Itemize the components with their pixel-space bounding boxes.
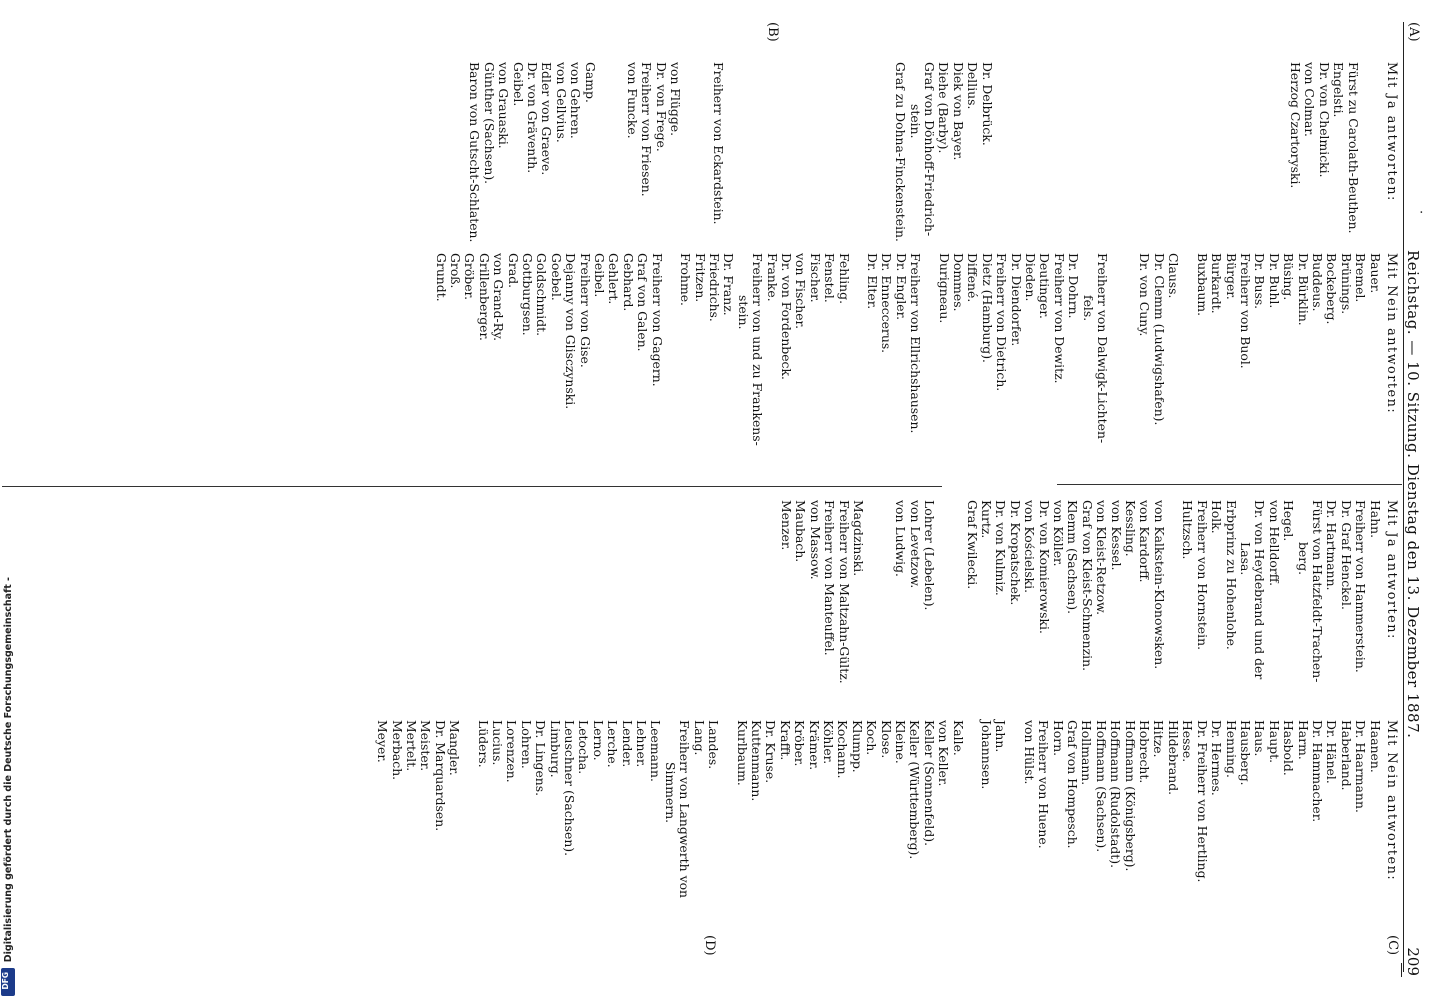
member-name: Bauer. (1367, 253, 1383, 294)
column-heading: Mit Ja antworten: (1384, 62, 1399, 202)
member-name: Holk. (1209, 500, 1225, 534)
member-name: Graf von Kleist-Schmenzin. (1079, 500, 1095, 672)
member-name: Letocha. (576, 720, 592, 775)
member-name: Fischer. (807, 253, 823, 303)
member-name: Lüders. (475, 720, 491, 768)
member-name: von Kardorff. (1137, 500, 1153, 583)
member-name: Erbprinz zu Hohenlohe. (1223, 500, 1239, 650)
member-name: Kalle. (950, 720, 966, 756)
member-name: Lehner. (634, 720, 650, 768)
margin-marker-b: (B) (765, 22, 780, 42)
member-name: Graf von Galen. (635, 253, 651, 352)
member-name: Hobrecht. (1137, 720, 1153, 784)
member-name: Dr. Hartmann. (1324, 500, 1340, 591)
member-name: von Kleist-Retzow. (1094, 500, 1110, 616)
member-name: Krämer. (806, 720, 822, 771)
member-name: Graf von Hompesch. (1065, 720, 1081, 849)
member-name: Hildebrand. (1165, 720, 1181, 796)
member-name: Hasbold. (1281, 720, 1297, 776)
column-ja-right (779, 500, 1398, 730)
member-name: Freiherr von Eckardstein. (710, 62, 726, 225)
member-name: von Gehren. (568, 62, 584, 139)
member-name: Hausberg. (1237, 720, 1253, 786)
member-name: Kurlbaum. (734, 720, 750, 786)
member-name: von Massow. (807, 500, 823, 580)
member-name: Dr. Marquardsen. (432, 720, 448, 832)
member-name: Engelsti. (1331, 62, 1347, 118)
member-name: Dr. Elter. (865, 253, 880, 310)
member-name: Lohrer (Lebelen). (922, 500, 938, 611)
member-name: Dr. Kropatschek. (1007, 500, 1023, 606)
member-name: Freiherr von Dietrich. (994, 253, 1010, 392)
member-name: Graf von Dönhoff-Friedrich- (921, 62, 937, 237)
watermark-text: Digitalisierung gefördert durch die Deutsche Forschungsgemeinschaft - (3, 576, 14, 962)
member-name: Lerche. (605, 720, 621, 768)
member-name: Haanen. (1367, 720, 1383, 773)
member-name: Dejanny von Glisczynski. (563, 253, 579, 410)
page-number: 209 (1404, 947, 1422, 976)
member-name: Landes. (706, 720, 722, 770)
member-name: Dr. von Fordenbeck. (778, 253, 794, 380)
member-name: Koch. (864, 720, 880, 756)
member-name: Fürst zu Carolath-Beuthen. (1345, 62, 1361, 234)
watermark (0, 0, 16, 1000)
column-rule-bottom (2, 486, 942, 487)
member-name: Keller (Württemberg). (907, 720, 923, 860)
member-name: Leuschner (Sachsen). (562, 720, 578, 857)
member-name: Magdzinski. (851, 500, 866, 577)
member-name: Jahn. (993, 720, 1009, 753)
member-name: Dr. Lingens. (533, 720, 549, 797)
member-name: Franke. (764, 253, 780, 302)
member-name: Keller (Sonnenfeld). (921, 720, 937, 847)
member-name: Dr. Hänel. (1324, 720, 1340, 784)
member-name: von Ludwig. (893, 500, 909, 577)
member-name: von Flügge. (668, 62, 684, 137)
member-name: Goldschmidt. (534, 253, 550, 337)
member-name: Freiherr von Ellrichshausen. (908, 253, 924, 434)
member-name: Freiherr von Gise. (577, 253, 593, 368)
margin-marker-a: (A) (1406, 22, 1421, 42)
member-name: von Kessel. (1108, 500, 1124, 571)
member-name: Dr. Franz. (721, 253, 737, 316)
member-name: Hahn. (1367, 500, 1383, 539)
member-name: Dr. von Heydebrand und der (1252, 500, 1268, 680)
member-name: Hesse. (1180, 720, 1196, 763)
member-name: Büsing. (1281, 253, 1297, 301)
member-name: Gehlert. (606, 253, 622, 305)
member-name: Freiherr von Gagern. (649, 253, 665, 387)
member-name: Fritzen. (692, 253, 708, 303)
member-name: Klumpp. (849, 720, 865, 773)
member-name: Hoffmann (Sachsen). (1093, 720, 1109, 853)
member-name: Klose. (878, 720, 894, 759)
margin-marker-c: (C) (1385, 935, 1400, 956)
member-name: Dellius. (965, 62, 981, 110)
running-title: Reichstag. — 10. Sitzung. Dienstag den 13. Dezember 1887. (1404, 250, 1422, 739)
member-name: Dieden. (1023, 253, 1039, 302)
member-name: Lender. (619, 720, 635, 768)
member-name: Dr. Buss. (1252, 253, 1268, 310)
member-name: von Helldorff. (1266, 500, 1282, 587)
member-name: Lohren. (518, 720, 534, 769)
member-name: von Kalkstein-Klonowsken. (1151, 500, 1167, 670)
member-name: von Köller. (1051, 500, 1067, 567)
member-name: Grillenberger. (476, 253, 492, 341)
member-name: Baron von Gutscht-Schlaten. (467, 62, 483, 243)
member-name: Freiherr von Friesen. (639, 62, 655, 197)
member-name: von Gellvius. (553, 62, 569, 143)
member-name: Hultzsch. (1180, 500, 1196, 560)
member-name: Geibel. (592, 253, 608, 298)
member-name: von Grauaski. (496, 62, 512, 149)
member-name: Bockeberg. (1324, 253, 1340, 325)
member-name: Meister. (418, 720, 434, 772)
member-name: Merbach. (389, 720, 405, 781)
member-name: Simmern. (662, 762, 678, 824)
member-name: Kleine. (893, 720, 908, 764)
member-name: Edler von Graeve. (539, 62, 555, 176)
member-name: Dr. Hammacher. (1309, 720, 1325, 823)
member-name: Gröber. (462, 253, 478, 301)
member-name: Dr. von Gräventh. (525, 62, 541, 174)
member-name: Kröber. (792, 720, 808, 767)
member-name: Hoffmann (Rudolstadt). (1108, 720, 1124, 869)
member-name: Dr. Freiherr von Hertling. (1194, 720, 1210, 883)
member-name: stein. (735, 295, 751, 330)
member-name: Graf zu Dohna-Finckenstein. (893, 62, 909, 242)
member-name: Mangler. (447, 720, 463, 776)
member-name: Freiherr von Buol. (1237, 253, 1253, 369)
member-name: Krafft. (777, 720, 793, 761)
member-name: Freiherr von Manteuffel. (822, 500, 838, 656)
member-name: von Fischer. (793, 253, 809, 330)
member-name: Dr. von Frege. (653, 62, 669, 152)
member-name: Geibel. (510, 62, 526, 107)
header-dot: · (1413, 210, 1428, 215)
member-name: Kurtz. (979, 500, 995, 539)
member-name: Goebel. (548, 253, 564, 301)
member-name: von Grand-Ry. (491, 253, 507, 342)
member-name: Leemann. (648, 720, 664, 782)
member-name: Bremel. (1353, 253, 1369, 303)
member-name: Dr. von Kulmiz. (993, 500, 1009, 596)
member-name: Freiherr von Hammerstein. (1353, 500, 1369, 673)
member-name: Buddeus. (1309, 253, 1325, 312)
member-name: Dr. Hermes. (1209, 720, 1225, 796)
member-name: Dr. Enneccerus. (879, 253, 895, 354)
member-name: Johannsen. (979, 720, 995, 790)
member-name: Friedrichs. (706, 253, 722, 322)
member-name: Dommes. (951, 253, 967, 312)
member-name: Clauss. (1166, 253, 1182, 299)
member-name: Harm. (1295, 720, 1311, 760)
member-name: Dr. Buhl. (1266, 253, 1282, 309)
member-name: von Levetzow. (907, 500, 923, 589)
member-name: Fehling. (836, 253, 852, 305)
member-name: Brünings. (1338, 253, 1354, 315)
member-name: Kessling. (1123, 500, 1139, 557)
member-name: Dr. Haarmann. (1353, 720, 1369, 813)
member-name: Herzog Czartoryski. (1287, 62, 1303, 189)
column-nein-right (375, 720, 1398, 970)
member-name: Hoffmann (Königsberg). (1122, 720, 1138, 872)
member-name: Haupt. (1266, 720, 1282, 764)
member-name: Dr. von Komierowski. (1036, 500, 1052, 634)
member-name: Lasa. (1237, 542, 1253, 576)
member-name: Buxbaum. (1194, 253, 1210, 317)
member-name: Freiherr von Huene. (1036, 720, 1052, 849)
member-name: Lorenzen. (504, 720, 520, 783)
member-name: Meyer. (375, 720, 391, 763)
member-name: Graf Kwilecki. (964, 500, 980, 590)
column-heading: Mit Nein antworten: (1384, 720, 1399, 882)
member-name: stein. (907, 104, 923, 139)
member-name: Bürger. (1223, 253, 1239, 300)
member-name: fels. (1080, 295, 1096, 322)
column-heading: Mit Ja antworten: (1384, 500, 1399, 640)
member-name: Diek von Bayer. (950, 62, 966, 161)
member-name: Burkardt. (1209, 253, 1225, 314)
member-name: Haus. (1252, 720, 1268, 757)
member-name: Menzer. (778, 500, 794, 551)
member-name: Kochann. (835, 720, 851, 779)
column-heading: Mit Nein antworten: (1384, 253, 1399, 415)
column-nein-left (433, 253, 1398, 483)
member-name: Lucius. (490, 720, 506, 766)
member-name: Henning. (1223, 720, 1239, 778)
member-name: Frohme. (678, 253, 694, 306)
column-ja-left (467, 62, 1398, 262)
member-name: Freiherr von Hornstein. (1194, 500, 1210, 651)
member-name: von Colmar. (1302, 62, 1318, 137)
member-name: Dr. Diendorfer. (1008, 253, 1024, 347)
member-name: Köhler. (820, 720, 836, 765)
member-name: Dr. Delbrück. (979, 62, 995, 146)
member-name: Dr. von Cuny. (1137, 253, 1153, 337)
member-name: Hegel. (1281, 500, 1297, 542)
member-name: Klemm (Sachsen). (1065, 500, 1081, 615)
member-name: Diehe (Barby). (936, 62, 952, 154)
member-name: Dietz (Hamburg). (979, 253, 995, 363)
member-name: Hollmann. (1079, 720, 1095, 786)
member-name: Günther (Sachsen). (481, 62, 497, 185)
member-name: Gamp. (582, 62, 598, 103)
column-rule-top (1057, 484, 1402, 485)
member-name: Freiherr von Dewitz. (1051, 253, 1067, 384)
member-name: Hitze. (1151, 720, 1167, 758)
member-name: Freiherr von Dalwigk-Lichten- (1095, 253, 1111, 444)
member-name: Mertelt. (404, 720, 419, 772)
member-name: Limburg. (547, 720, 563, 778)
member-name: Maubach. (793, 500, 809, 563)
member-name: Fenstel. (822, 253, 838, 303)
member-name: Kuttenmann. (748, 720, 764, 802)
member-name: Freiherr von Maltzahn-Gültz. (836, 500, 852, 684)
member-name: Dr. Graf Henckel. (1338, 500, 1354, 610)
member-name: Haberland. (1338, 720, 1354, 791)
member-name: Lerno. (590, 720, 606, 761)
dfg-logo-text: DFG (1, 972, 10, 990)
member-name: Dr. Engler. (893, 253, 909, 321)
member-name: Gebhard. (620, 253, 636, 312)
dfg-logo (1, 968, 15, 996)
margin-marker-d: (D) (702, 935, 717, 956)
member-name: Dr. Clemm (Ludwigshafen). (1151, 253, 1167, 426)
member-name: Gottburgsen. (520, 253, 536, 336)
margin-bar (1401, 963, 1402, 977)
member-name: Diffené. (965, 253, 981, 303)
member-name: Groß. (448, 253, 464, 289)
member-name: Dr. Kruse. (763, 720, 779, 784)
header-rule (1403, 22, 1404, 972)
member-name: Dr. von Chelmicki. (1316, 62, 1332, 178)
member-name: Grad. (505, 253, 521, 289)
member-name: Grundt. (433, 253, 449, 302)
member-name: Dr. Dohrn. (1066, 253, 1082, 319)
member-name: Durigneau. (936, 253, 952, 324)
member-name: von Kościelski. (1022, 500, 1038, 594)
member-name: Deutinger. (1037, 253, 1053, 319)
member-name: Dr. Bürklin. (1295, 253, 1311, 326)
member-name: Horn. (1050, 720, 1066, 757)
member-name: von Hülst. (1021, 720, 1037, 785)
member-name: von Funcke. (625, 62, 641, 139)
member-name: von Keller. (936, 720, 952, 787)
member-name: berg. (1295, 542, 1311, 576)
member-name: Lang. (691, 720, 707, 756)
member-name: Fürst von Hatzfeldt-Trachen- (1309, 500, 1325, 683)
member-name: Freiherr von und zu Frankens- (750, 253, 766, 446)
member-name: Freiherr von Langwerth von (677, 720, 693, 899)
